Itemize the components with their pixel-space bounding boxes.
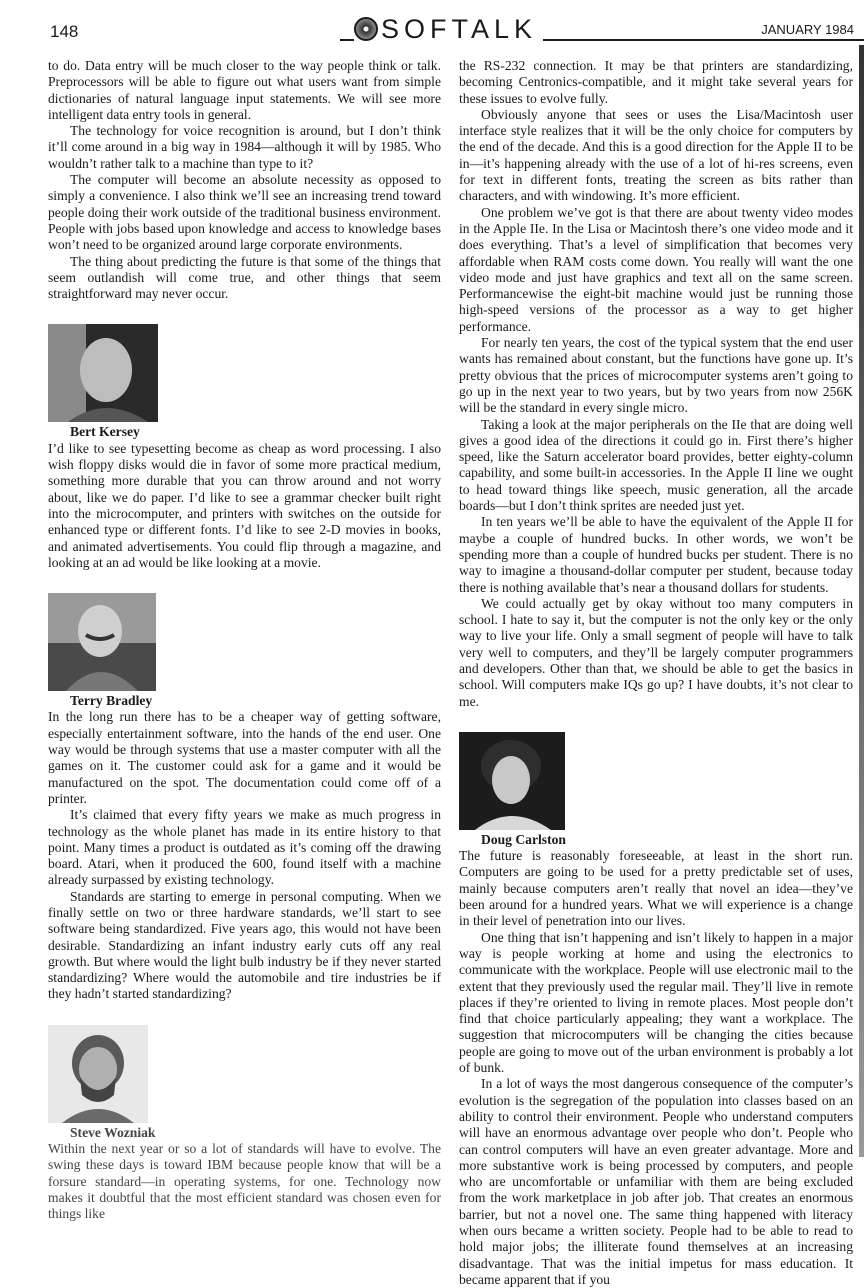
- paragraph: For nearly ten years, the cost of the typical system that the end user wants has remained about constant, but the functions have gone up. It’s pretty obvious that the prices of microcomputer systems aren’t going to go up in the next year to two years, but by two years from now 256K will be the standard in every single micro.: [459, 335, 853, 416]
- logo-text: SOFTALK: [381, 13, 538, 44]
- paragraph: Taking a look at the major peripherals on the IIe that are doing well gives a good idea of the directions it could go in. First there’s higher speed, like the Saturn accelerator board provides, better eighty-column capability, and some built-in accessories. In the Apple II line we ought to head toward things like speech, music generation, all the arcade boards—but I don’t think sprites are needed just yet.: [459, 416, 853, 514]
- kersey-photo: [48, 324, 158, 422]
- paragraph: In ten years we’ll be able to have the equivalent of the Apple II for maybe a couple of hundred bucks. In other words, we won’t be spending more than a couple of hundred bucks per student. There is no way to imagine a thousand-dollar computer per student, because today there is nothing available that’s near a thousand dollars for students.: [459, 514, 853, 595]
- issue-date: JANUARY 1984: [753, 22, 854, 37]
- paragraph: It’s claimed that every fifty years we make as much progress in technology as the whole planet has made in its entire history to that point. Many times a product is outdated as it’s coming off the drawing board. Atari, when it produced the 600, found itself with a machine already surpassed by existing technology.: [48, 807, 441, 888]
- apple-disc-icon: [354, 17, 378, 41]
- wozniak-photo: [48, 1025, 148, 1123]
- paragraph: We could actually get by okay without too many computers in school. I hate to say it, but the computer is not the only key or the only way to live your life. Only a small segment of people will have to talk very well to computers, and they’ll be largely computer programmers and developers. Other than that, we should be able to get the basics in school. Will computers make IQs go up? I have doubts, it’s not clear to me.: [459, 595, 853, 709]
- right-column: [459, 58, 853, 1288]
- profile-wozniak: [48, 1025, 441, 1223]
- profile-bradley: [48, 593, 441, 1003]
- left-column: [48, 58, 441, 1223]
- paragraph: The computer will become an absolute necessity as opposed to simply a convenience. I also think we’ll see an increasing trend toward people doing their work outside of the traditional business environment. People with jobs based upon knowledge and access to knowledge bases won’t need to be organized around large corporate environments.: [48, 172, 441, 253]
- page-header: [0, 0, 864, 50]
- paragraph: Within the next year or so a lot of standards will have to evolve. The swing these days is toward IBM because people know that will be a forsure standard—in operating systems, for one. Technology now makes it doubtful that the most efficient standard was chosen even for things like: [48, 1141, 441, 1222]
- paragraph: In a lot of ways the most dangerous consequence of the computer’s evolution is the segregation of the population into classes based on an ability to control their environment. People who understand computers will have an enormous advantage over people who don’t. People who can control computers will have an even greater advantage. More and more substantive work is being processed by computers, and people who are uncomfortable or unfamiliar with them are being excluded from the work marketplace in job after job. That creates an enormous barrier, but not a novel one. The same thing happened with literacy when ours became a written society. People had to be able to read to hold major jobs; the illiterate found themselves at an increasing disadvantage. That was the initial impetus for mass education. It became apparent that if you: [459, 1076, 853, 1287]
- carlston-photo: [459, 732, 565, 830]
- bradley-photo: [48, 593, 156, 691]
- paragraph: In the long run there has to be a cheaper way of getting software, especially entertainment software, into the hands of the end user. One way would be through systems that use a master computer with all the games on it. The customer could ask for a game and it would be manufactured on the spot. The documentation could come off of a printer.: [48, 709, 441, 806]
- paragraph: I’d like to see typesetting become as cheap as word processing. I also wish floppy disks would die in favor of some more practical medium, something more durable that you can throw around and not worry about, like we do paper. I’d like to see a grammar checker built right into the microcomputer, and printers with switches on the outside for enhanced type or different fonts. I’d like to see 2-D movies in books, and animated advertisements. You could flip through a magazine, and looking at an ad would be like looking at a movie.: [48, 440, 441, 570]
- paragraph: the RS-232 connection. It may be that printers are standardizing, becoming Centronics-compatible, and it might take several years for these issues to evolve fully.: [459, 58, 853, 106]
- paragraph: Obviously anyone that sees or uses the Lisa/Macintosh user interface style realizes that it will be the only choice for computers by the end of the decade. And this is a good direction for the Apple II to be in—it’s happening already with the use of a lot of hi-res screens, even for text in different fonts, treating the screen as bits rather than characters, and with windowing. It’s more efficient.: [459, 106, 853, 204]
- profile-carlston: [459, 732, 853, 1288]
- profile-name: Doug Carlston: [481, 831, 566, 847]
- page-number: 148: [50, 22, 79, 41]
- page-edge-shadow: [859, 45, 864, 1157]
- paragraph: One problem we’ve got is that there are about twenty video modes in the Apple IIe. In the Lisa or Macintosh there’s one video mode and it does everything. That’s a level of simplification that becomes very affordable when RAM costs come down. You really will want the one video mode and just have graphics and text all on the same screen. Performancewise the eight-bit machine would just be running those high-speed versions of the processor as a way to get higher performance.: [459, 204, 853, 334]
- paragraph: The future is reasonably foreseeable, at least in the short run. Computers are going to be used for a pretty predictable set of uses, mainly because computers aren’t really that novel an idea—they’ve been around for a hundred years. What we will experience is a change in their level of penetration into our lives.: [459, 848, 853, 929]
- profile-name: Terry Bradley: [70, 693, 153, 709]
- profile-name: Bert Kersey: [70, 424, 140, 440]
- softalk-logo: [354, 14, 543, 44]
- paragraph: The thing about predicting the future is that some of the things that seem outlandish will come true, and other things that seem straightforward may never occur.: [48, 253, 441, 302]
- paragraph: The technology for voice recognition is around, but I don’t think it’ll come around in a big way in 1984—although it will by 1985. Who wouldn’t rather talk to a machine than type to it?: [48, 123, 441, 171]
- paragraph: Standards are starting to emerge in personal computing. When we finally settle on two or three hardware standards, we’ll start to see software being standardized. Five years ago, this would not have been desirable. Standardizing an infant industry early cuts off any real growth. But where would the light bulb industry be if they never started standardizing? Where would the automobile and tire industries be if they hadn’t started standardizing?: [48, 888, 441, 1002]
- profile-kersey: [48, 324, 441, 571]
- paragraph: One thing that isn’t happening and isn’t likely to happen in a major way is people working at home and using the electronics to communicate with the workplace. People will use electronic mail to the extent that they previously used the regular mail. They’ll live in remote places if they’re oriented to living in remote places. Most people don’t find that choice particularly appealing; they want a workplace. The suggestion that microcomputers will be changing the cities because people are going to move out of the urban environment is probably a lot of bunk.: [459, 929, 853, 1076]
- paragraph: to do. Data entry will be much closer to the way people think or talk. Preprocessors will be able to figure out what users want from simple dictionaries of natural language input statements. We will see more intelligent data entry tools in general.: [48, 58, 441, 122]
- profile-name: Steve Wozniak: [70, 1124, 156, 1140]
